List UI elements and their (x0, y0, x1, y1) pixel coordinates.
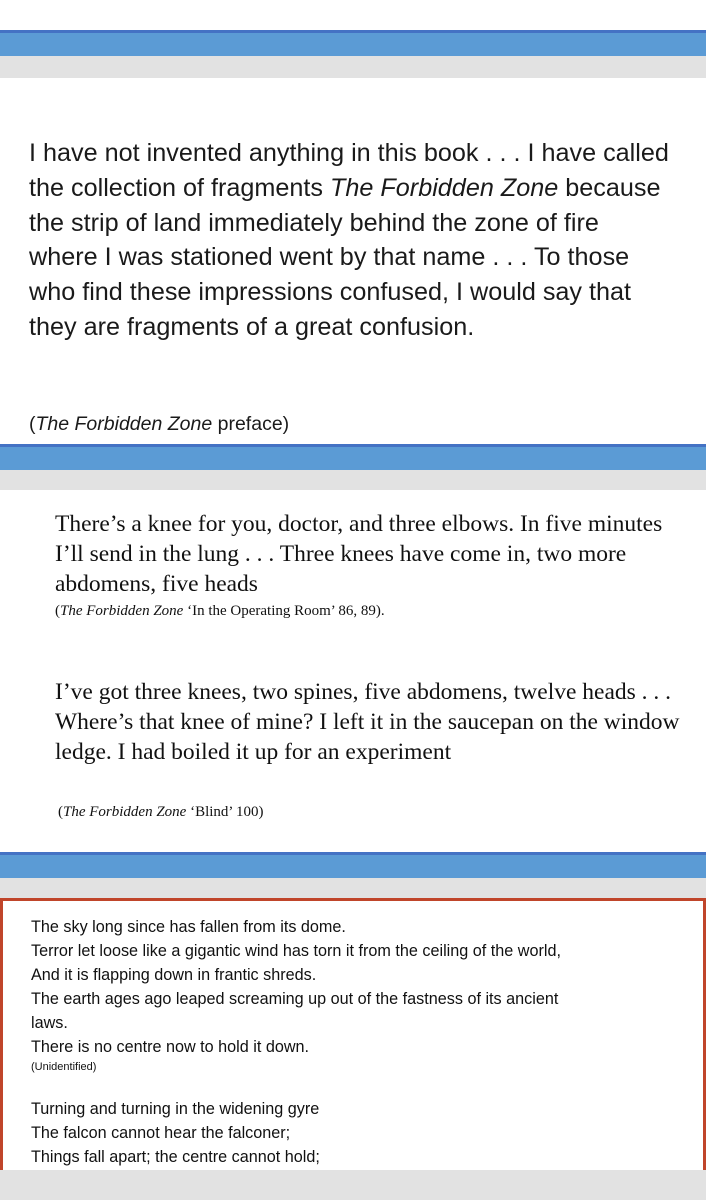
quote-book-title: The Forbidden Zone (330, 173, 559, 202)
poem-line: There is no centre now to hold it down. (31, 1038, 310, 1056)
poem-line: Terror let loose like a gigantic wind has torn it from the ceiling of the world, (31, 942, 561, 960)
citation-rest: preface) (212, 413, 290, 435)
quote-part-2: because the strip of land immediately behind the zone of fire where I was stationed went by that name . . . To those who find these impressions confused, I would say that they are fragments of a great confusion. (29, 173, 661, 341)
slide-poems (0, 898, 706, 1170)
poem-citation: (Unidentified) (31, 1061, 97, 1073)
operating-room-citation (55, 603, 385, 620)
citation-open: ( (29, 413, 36, 435)
poem-line: The sky long since has fallen from its dome. (31, 918, 346, 936)
poem-unidentified (31, 915, 561, 1075)
preface-citation (29, 413, 289, 436)
poem-line: Turning and turning in the widening gyre (31, 1100, 320, 1118)
slide-top-strip (0, 0, 706, 30)
citation-book-title: The Forbidden Zone (35, 413, 213, 435)
citation-book-title: The Forbidden Zone (60, 603, 184, 619)
citation-open: ( (58, 804, 63, 820)
preface-quote-text (29, 136, 669, 345)
blind-quote: I’ve got three knees, two spines, five abdomens, twelve heads . . . Where’s that knee of mine? I left it in the saucepan on the window ledge. I had boiled it up for an experiment (55, 679, 680, 765)
poem-second-coming (31, 1097, 320, 1169)
poem-line: Things fall apart; the centre cannot hold; (31, 1148, 320, 1166)
quote-part-1: I have not invented anything in this book . . . I have called the collection of fragments (29, 139, 669, 202)
poem-line: laws. (31, 1014, 68, 1032)
slide-divider-bar (0, 852, 706, 878)
poem-line: And it is flapping down in frantic shreds. (31, 966, 317, 984)
blind-citation (58, 804, 264, 821)
slide-divider-bar (0, 444, 706, 470)
citation-book-title: The Forbidden Zone (63, 804, 187, 820)
poem-line: The earth ages ago leaped screaming up out of the fastness of its ancient (31, 990, 559, 1008)
operating-room-quote: There’s a knee for you, doctor, and three elbows. In five minutes I’ll send in the lung . . . Three knees have come in, two more abdomens, five heads (55, 511, 663, 597)
slide-divider-bar (0, 30, 706, 56)
citation-rest: ‘Blind’ 100) (186, 804, 264, 820)
citation-rest: ‘In the Operating Room’ 86, 89). (183, 603, 385, 619)
citation-open: ( (55, 603, 60, 619)
poem-line: The falcon cannot hear the falconer; (31, 1124, 291, 1142)
